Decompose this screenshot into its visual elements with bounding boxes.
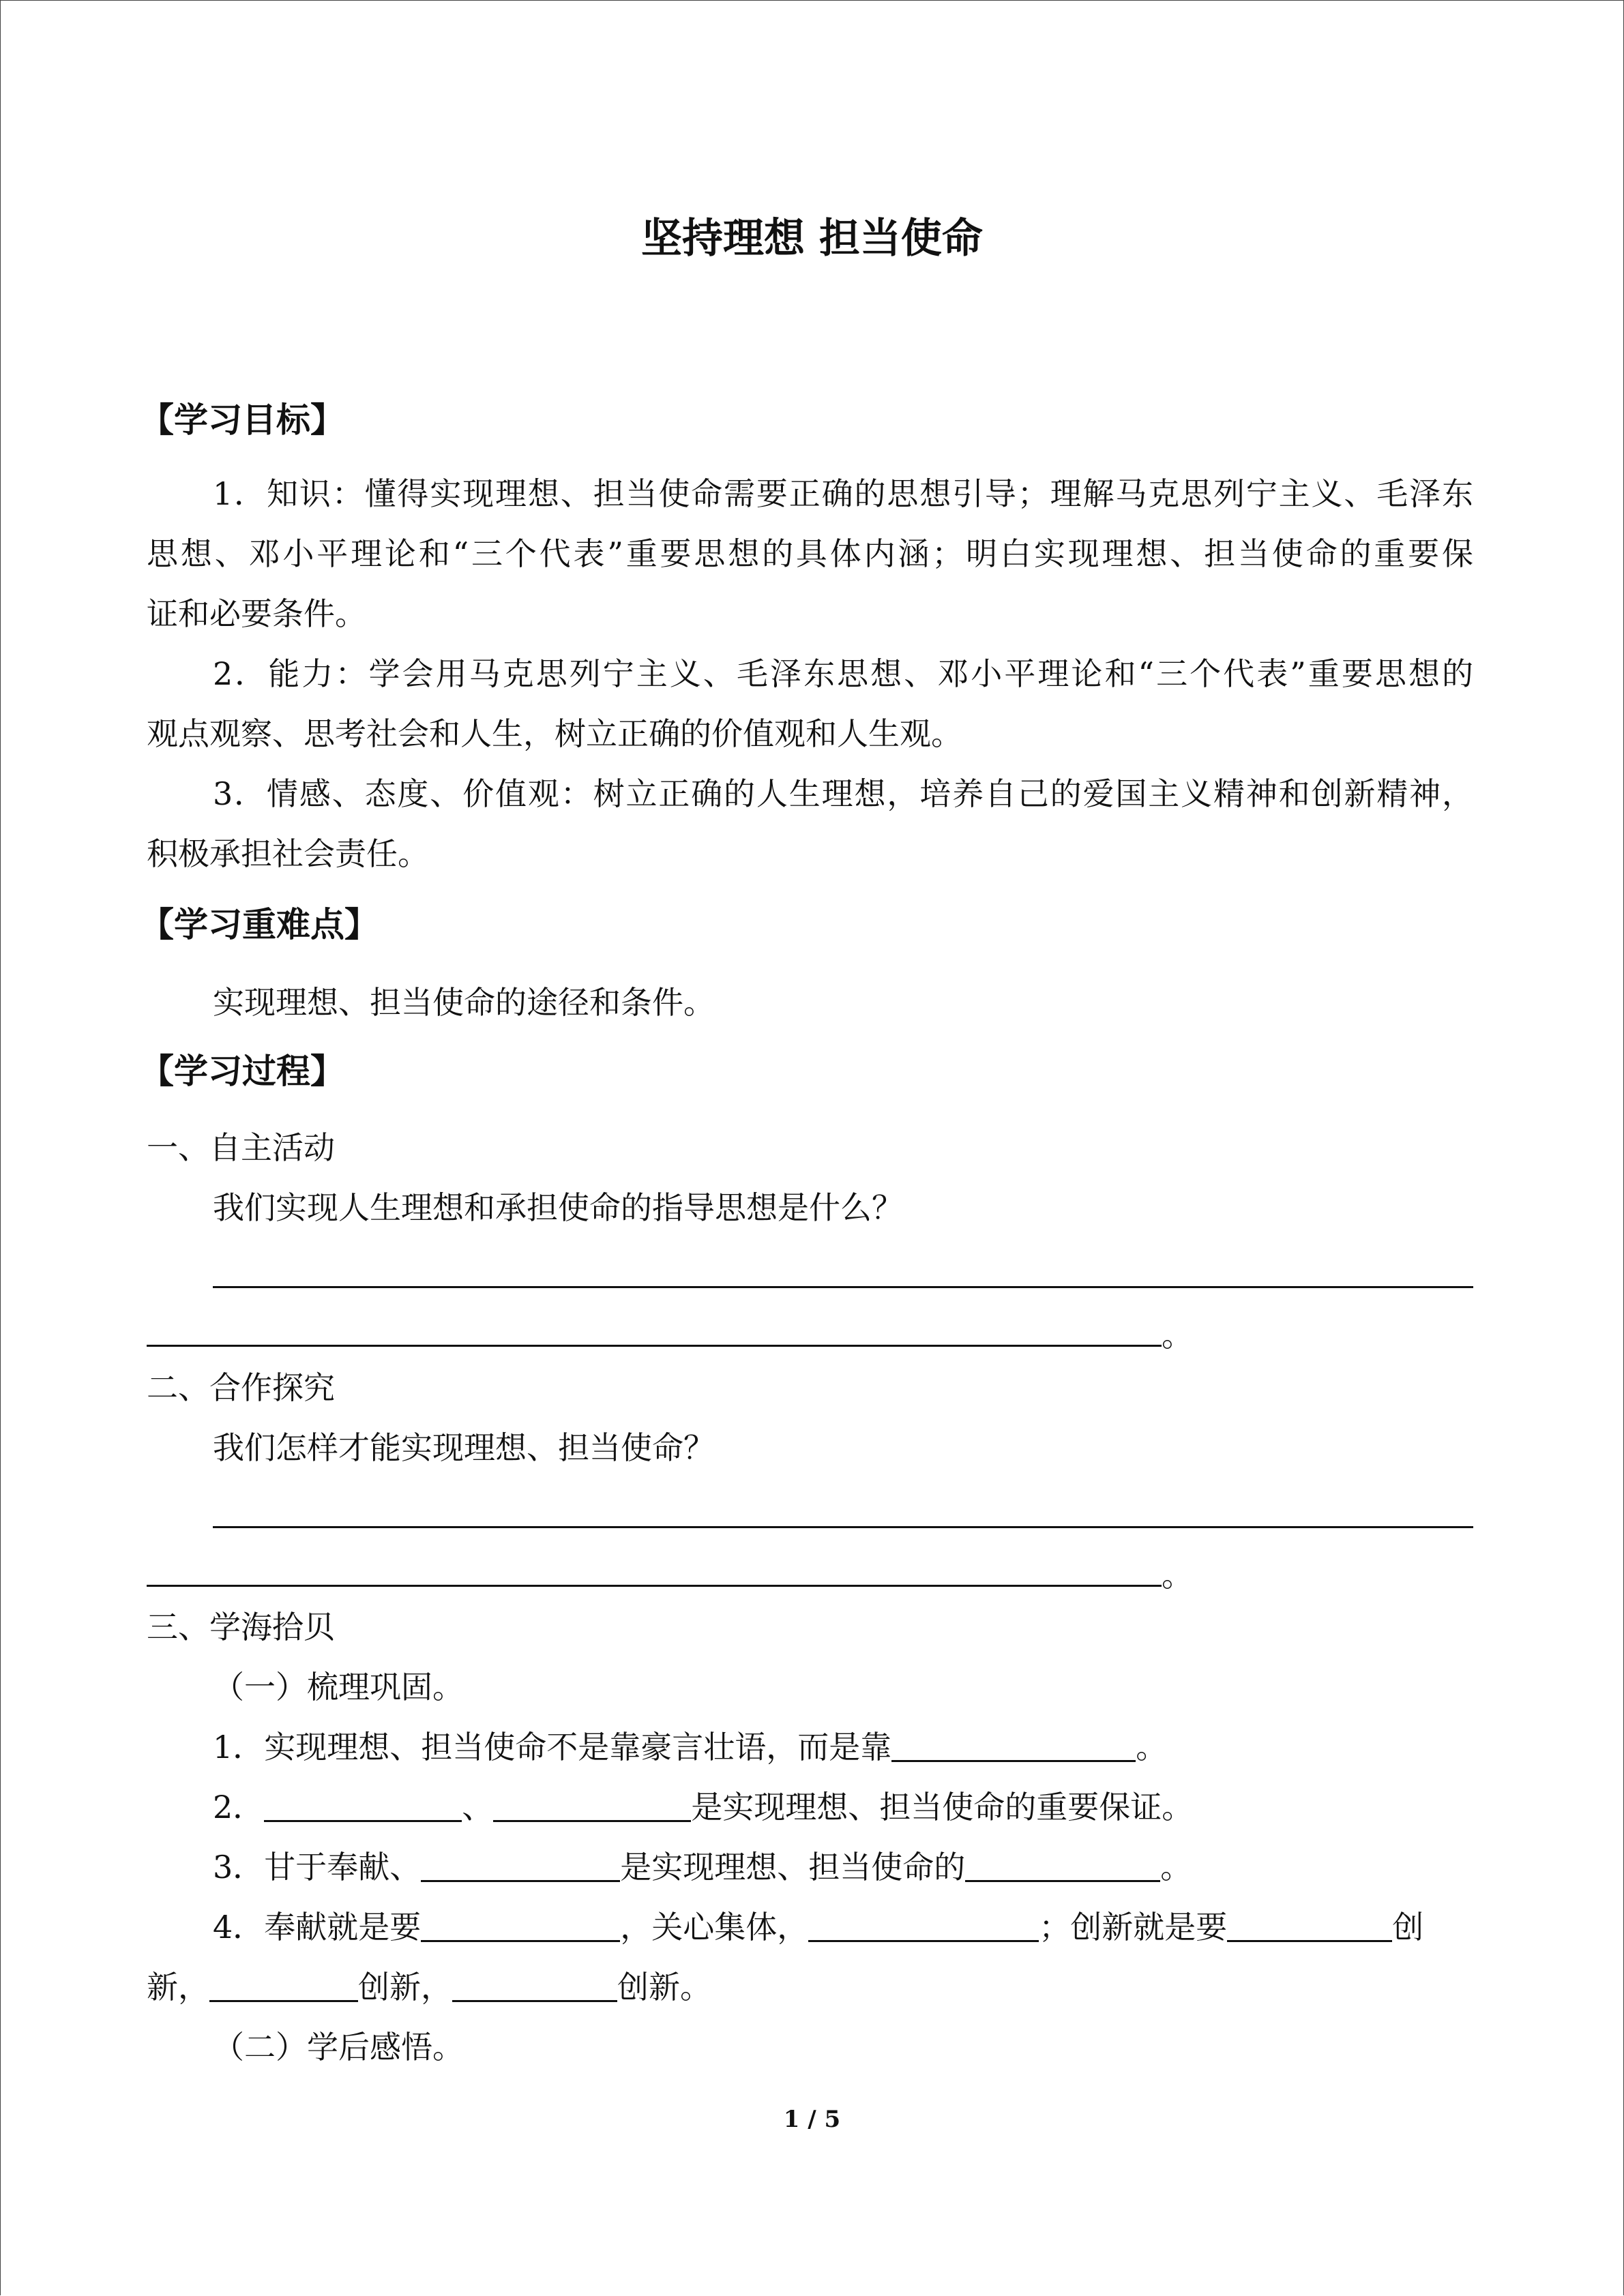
objective-1-line-2: 思想、邓小平理论和“三个代表”重要思想的具体内涵；明白实现理想、担当使命的重要保 [147, 535, 1473, 572]
objective-2-line-2: 观点观察、思考社会和人生，树立正确的价值观和人生观。 [147, 715, 962, 752]
subsection-2-title: （二）学后感悟。 [213, 2029, 464, 2066]
section-2-question: 我们怎样才能实现理想、担当使命？ [213, 1429, 715, 1466]
fill-item-3-text-a: 3．甘于奉献、 [213, 1849, 422, 1885]
fill-item-4-text-a: 4．奉献就是要 [213, 1909, 422, 1945]
objective-1-line-1: 1．知识：懂得实现理想、担当使命需要正确的思想引导；理解马克思列宁主义、毛泽东 [213, 475, 1473, 512]
section-1-title: 一、自主活动 [147, 1129, 335, 1166]
section-3-title: 三、学海拾贝 [147, 1609, 335, 1645]
keypoints-heading: 【学习重难点】 [140, 905, 379, 944]
fill-item-1-text: 1．实现理想、担当使命不是靠豪言壮语，而是靠 [213, 1729, 892, 1765]
period: 。 [1162, 1557, 1193, 1594]
fill-item-4-line-1 [213, 1911, 1423, 1943]
fill-item-4-text-b: ，关心集体， [620, 1909, 809, 1945]
fill-blank[interactable] [808, 1913, 1039, 1942]
answer-line[interactable] [213, 1286, 1473, 1288]
objective-3-line-1: 3．情感、态度、价值观：树立正确的人生理想，培养自己的爱国主义精神和创新精神， [213, 775, 1473, 812]
fill-item-3-text-b: 是实现理想、担当使命的 [620, 1849, 966, 1885]
fill-item-1 [213, 1731, 1167, 1763]
page-number: 1 / 5 [783, 2106, 841, 2133]
fill-item-4-line-2 [147, 1969, 711, 2006]
section-1-question: 我们实现人生理想和承担使命的指导思想是什么？ [213, 1189, 903, 1226]
fill-item-4-text-g: 创新。 [617, 1969, 711, 2006]
objectives-heading: 【学习目标】 [140, 400, 344, 440]
fill-item-4-text-e: 新， [147, 1969, 209, 2006]
separator: 、 [462, 1789, 494, 1825]
fill-item-2-number: 2． [213, 1789, 265, 1825]
fill-item-3 [213, 1851, 1192, 1883]
fill-blank[interactable] [965, 1853, 1160, 1882]
fill-blank[interactable] [421, 1853, 620, 1882]
period: 。 [1162, 1317, 1193, 1354]
keypoints-text: 实现理想、担当使命的途径和条件。 [213, 984, 715, 1021]
fill-blank[interactable] [493, 1793, 691, 1822]
fill-item-2 [213, 1791, 1193, 1823]
process-heading: 【学习过程】 [140, 1052, 344, 1091]
section-2-title: 二、合作探究 [147, 1369, 335, 1406]
fill-blank[interactable] [421, 1913, 620, 1942]
document-title: 坚持理想 担当使命 [641, 215, 983, 263]
fill-item-4-text-d: 创 [1392, 1909, 1424, 1945]
period: 。 [1160, 1849, 1192, 1885]
answer-line[interactable] [147, 1345, 1162, 1347]
answer-line[interactable] [213, 1526, 1473, 1528]
objective-2-line-1: 2．能力：学会用马克思列宁主义、毛泽东思想、邓小平理论和“三个代表”重要思想的 [213, 655, 1473, 692]
fill-item-4-text-f: 创新， [358, 1969, 452, 2006]
objective-3-line-2: 积极承担社会责任。 [147, 835, 429, 872]
fill-blank[interactable] [209, 1973, 358, 2002]
fill-item-2-text: 是实现理想、担当使命的重要保证。 [691, 1789, 1194, 1825]
fill-blank[interactable] [891, 1733, 1136, 1762]
fill-blank[interactable] [264, 1793, 462, 1822]
period: 。 [1136, 1729, 1168, 1765]
fill-item-4-text-c: ；创新就是要 [1039, 1909, 1228, 1945]
subsection-1-title: （一）梳理巩固。 [213, 1669, 464, 1705]
fill-blank[interactable] [452, 1973, 617, 2002]
answer-line[interactable] [147, 1585, 1162, 1587]
fill-blank[interactable] [1227, 1913, 1392, 1942]
objective-1-line-3: 证和必要条件。 [147, 595, 366, 632]
